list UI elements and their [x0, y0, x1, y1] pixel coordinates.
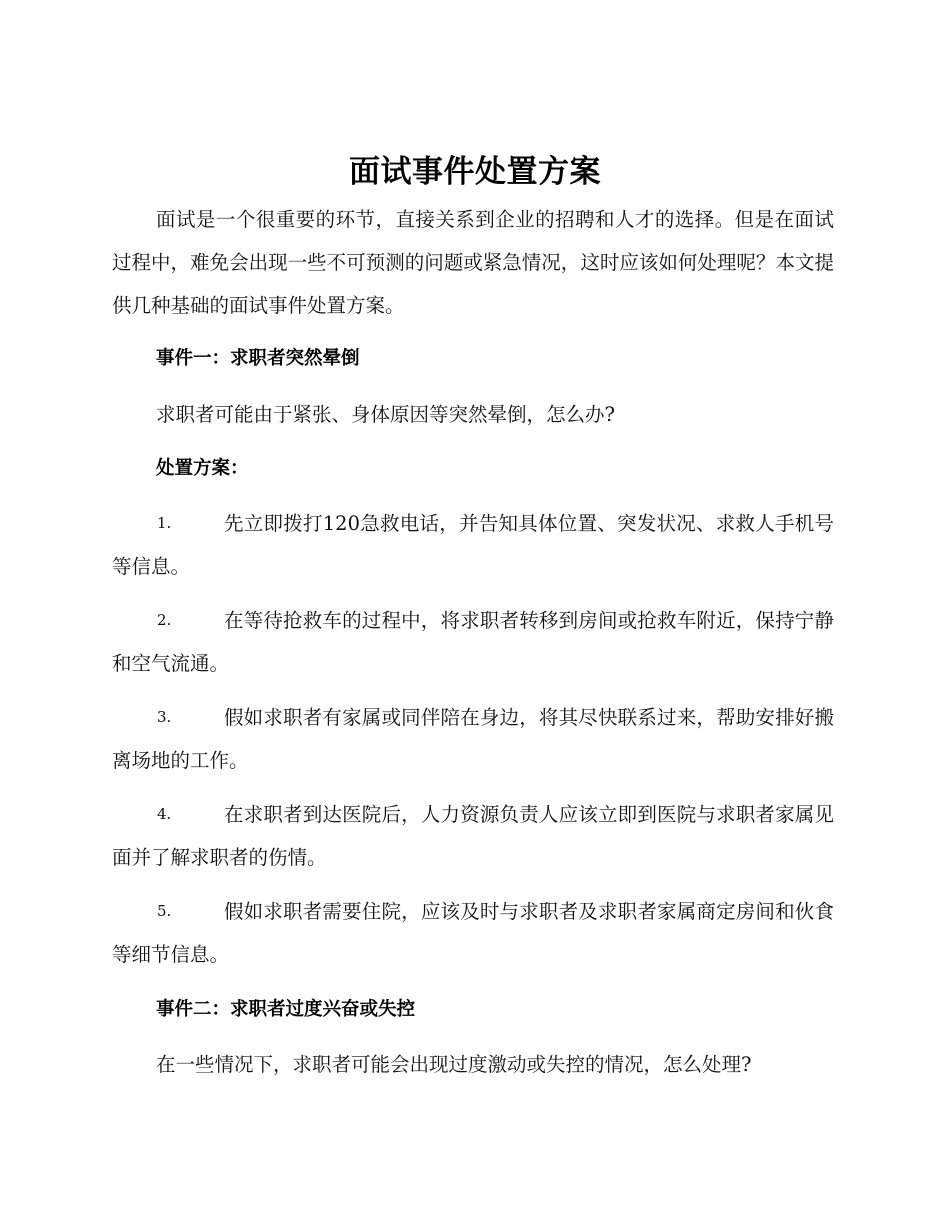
list-item-number: 4.: [157, 805, 172, 823]
list-item-number: 5.: [157, 902, 172, 920]
event1-heading: 事件一：求职者突然晕倒: [156, 348, 360, 369]
list-item-text: 在求职者到达医院后，人力资源负责人应该立即到医院与求职者家属见面并了解求职者的伤情。: [112, 803, 834, 869]
list-item-text: 假如求职者有家属或同伴陪在身边，将其尽快联系过来，帮助安排好搬离场地的工作。: [112, 706, 834, 772]
document-title: 面试事件处置方案: [349, 154, 601, 190]
event2-description: 在一些情况下，求职者可能会出现过度激动或失控的情况，怎么处理?: [156, 1053, 752, 1076]
event1-solution-label: 处置方案：: [156, 458, 249, 479]
list-item: [112, 599, 834, 685]
event2-heading: 事件二：求职者过度兴奋或失控: [156, 999, 416, 1020]
list-item-number: 3.: [157, 708, 172, 726]
list-item-text: 先立即拨打120急救电话，并告知具体位置、突发状况、求救人手机号等信息。: [112, 512, 834, 578]
list-item: [112, 696, 834, 782]
event1-description: 求职者可能由于紧张、身体原因等突然晕倒，怎么办?: [156, 403, 615, 426]
list-item: [112, 502, 834, 588]
list-item: [112, 793, 834, 879]
list-item-text: 假如求职者需要住院，应该及时与求职者及求职者家属商定房间和伙食等细节信息。: [112, 900, 834, 966]
list-item-text: 在等待抢救车的过程中，将求职者转移到房间或抢救车附近，保持宁静和空气流通。: [112, 609, 834, 675]
list-item-number: 1.: [157, 514, 172, 532]
intro-paragraph: 面试是一个很重要的环节，直接关系到企业的招聘和人才的选择。但是在面试过程中，难免会出现一些不可预测的问题或紧急情况，这时应该如何处理呢？本文提供几种基础的面试事件处置方案。: [112, 208, 834, 317]
list-item: [112, 890, 834, 976]
list-item-number: 2.: [157, 611, 172, 629]
